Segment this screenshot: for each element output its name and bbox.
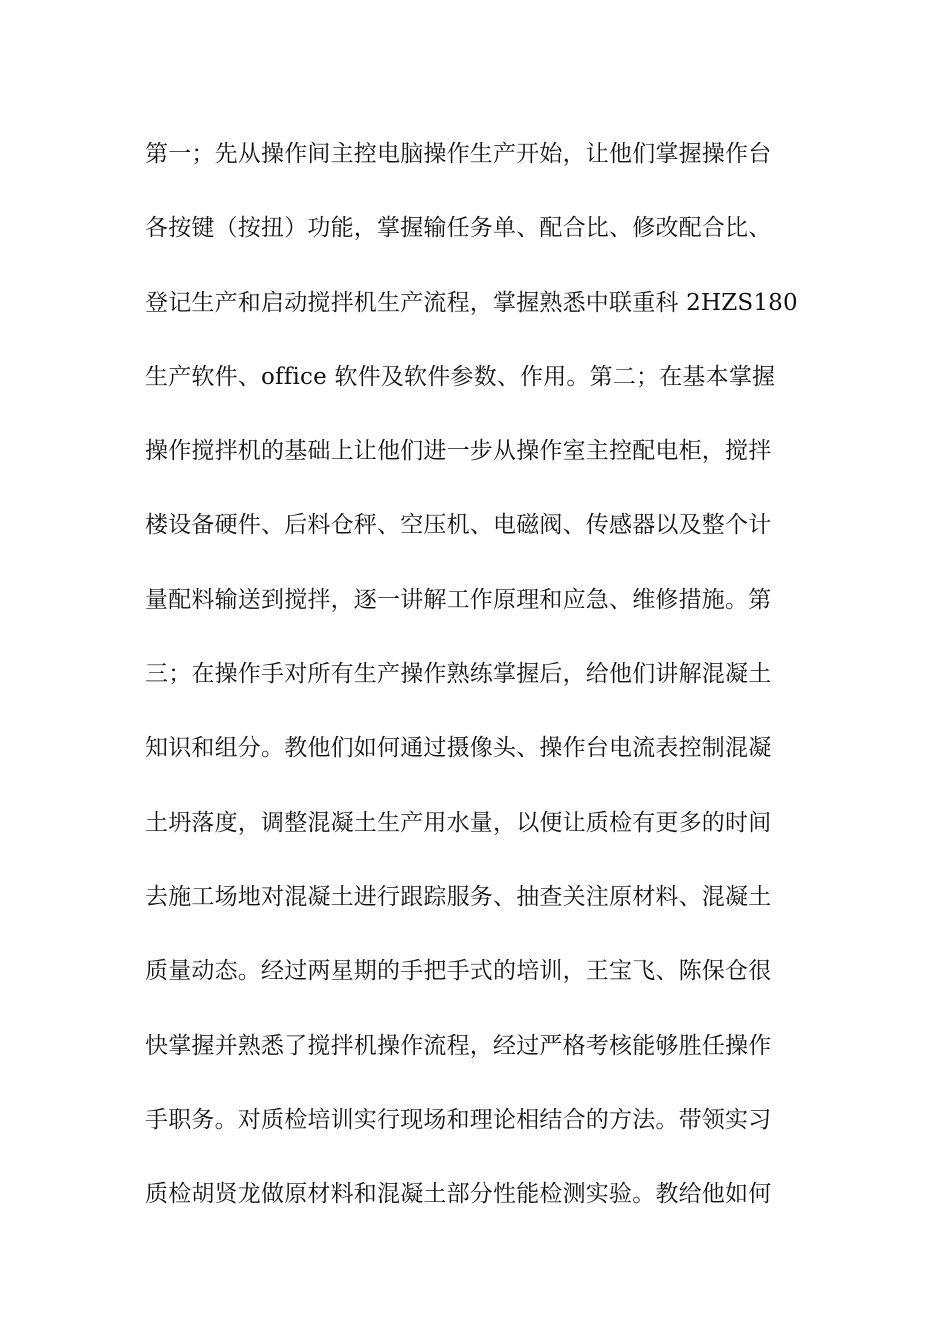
text-line: 知识和组分。教他们如何通过摄像头、操作台电流表控制混凝 xyxy=(145,735,772,762)
text-line: 登记生产和启动搅拌机生产流程，掌握熟悉中联重科 2HZS180 xyxy=(145,289,798,316)
text-line: 生产软件、office 软件及软件参数、作用。第二；在基本掌握 xyxy=(145,363,776,390)
text-line: 质量动态。经过两星期的手把手式的培训，王宝飞、陈保仓很 xyxy=(145,958,772,985)
text-line: 手职务。对质检培训实行现场和理论相结合的方法。带领实习 xyxy=(145,1106,772,1133)
text-line: 质检胡贤龙做原材料和混凝土部分性能检测实验。教给他如何 xyxy=(145,1181,772,1208)
text-line: 量配料输送到搅拌，逐一讲解工作原理和应急、维修措施。第 xyxy=(145,586,772,613)
text-line: 第一；先从操作间主控电脑操作生产开始，让他们掌握操作台 xyxy=(145,141,772,167)
text-line: 快掌握并熟悉了搅拌机操作流程，经过严格考核能够胜任操作 xyxy=(145,1032,772,1059)
text-line: 去施工场地对混凝土进行跟踪服务、抽查关注原材料、混凝土 xyxy=(145,883,772,910)
text-line: 土坍落度，调整混凝土生产用水量，以便让质检有更多的时间 xyxy=(145,809,772,836)
text-line: 楼设备硬件、后料仓秤、空压机、电磁阀、传感器以及整个计 xyxy=(145,512,772,539)
text-line: 操作搅拌机的基础上让他们进一步从操作室主控配电柜，搅拌 xyxy=(145,438,772,465)
text-line: 各按键（按扭）功能，掌握输任务单、配合比、修改配合比、 xyxy=(145,215,772,242)
text-line: 三；在操作手对所有生产操作熟练掌握后，给他们讲解混凝土 xyxy=(145,661,772,688)
body-paragraph xyxy=(145,128,815,1242)
